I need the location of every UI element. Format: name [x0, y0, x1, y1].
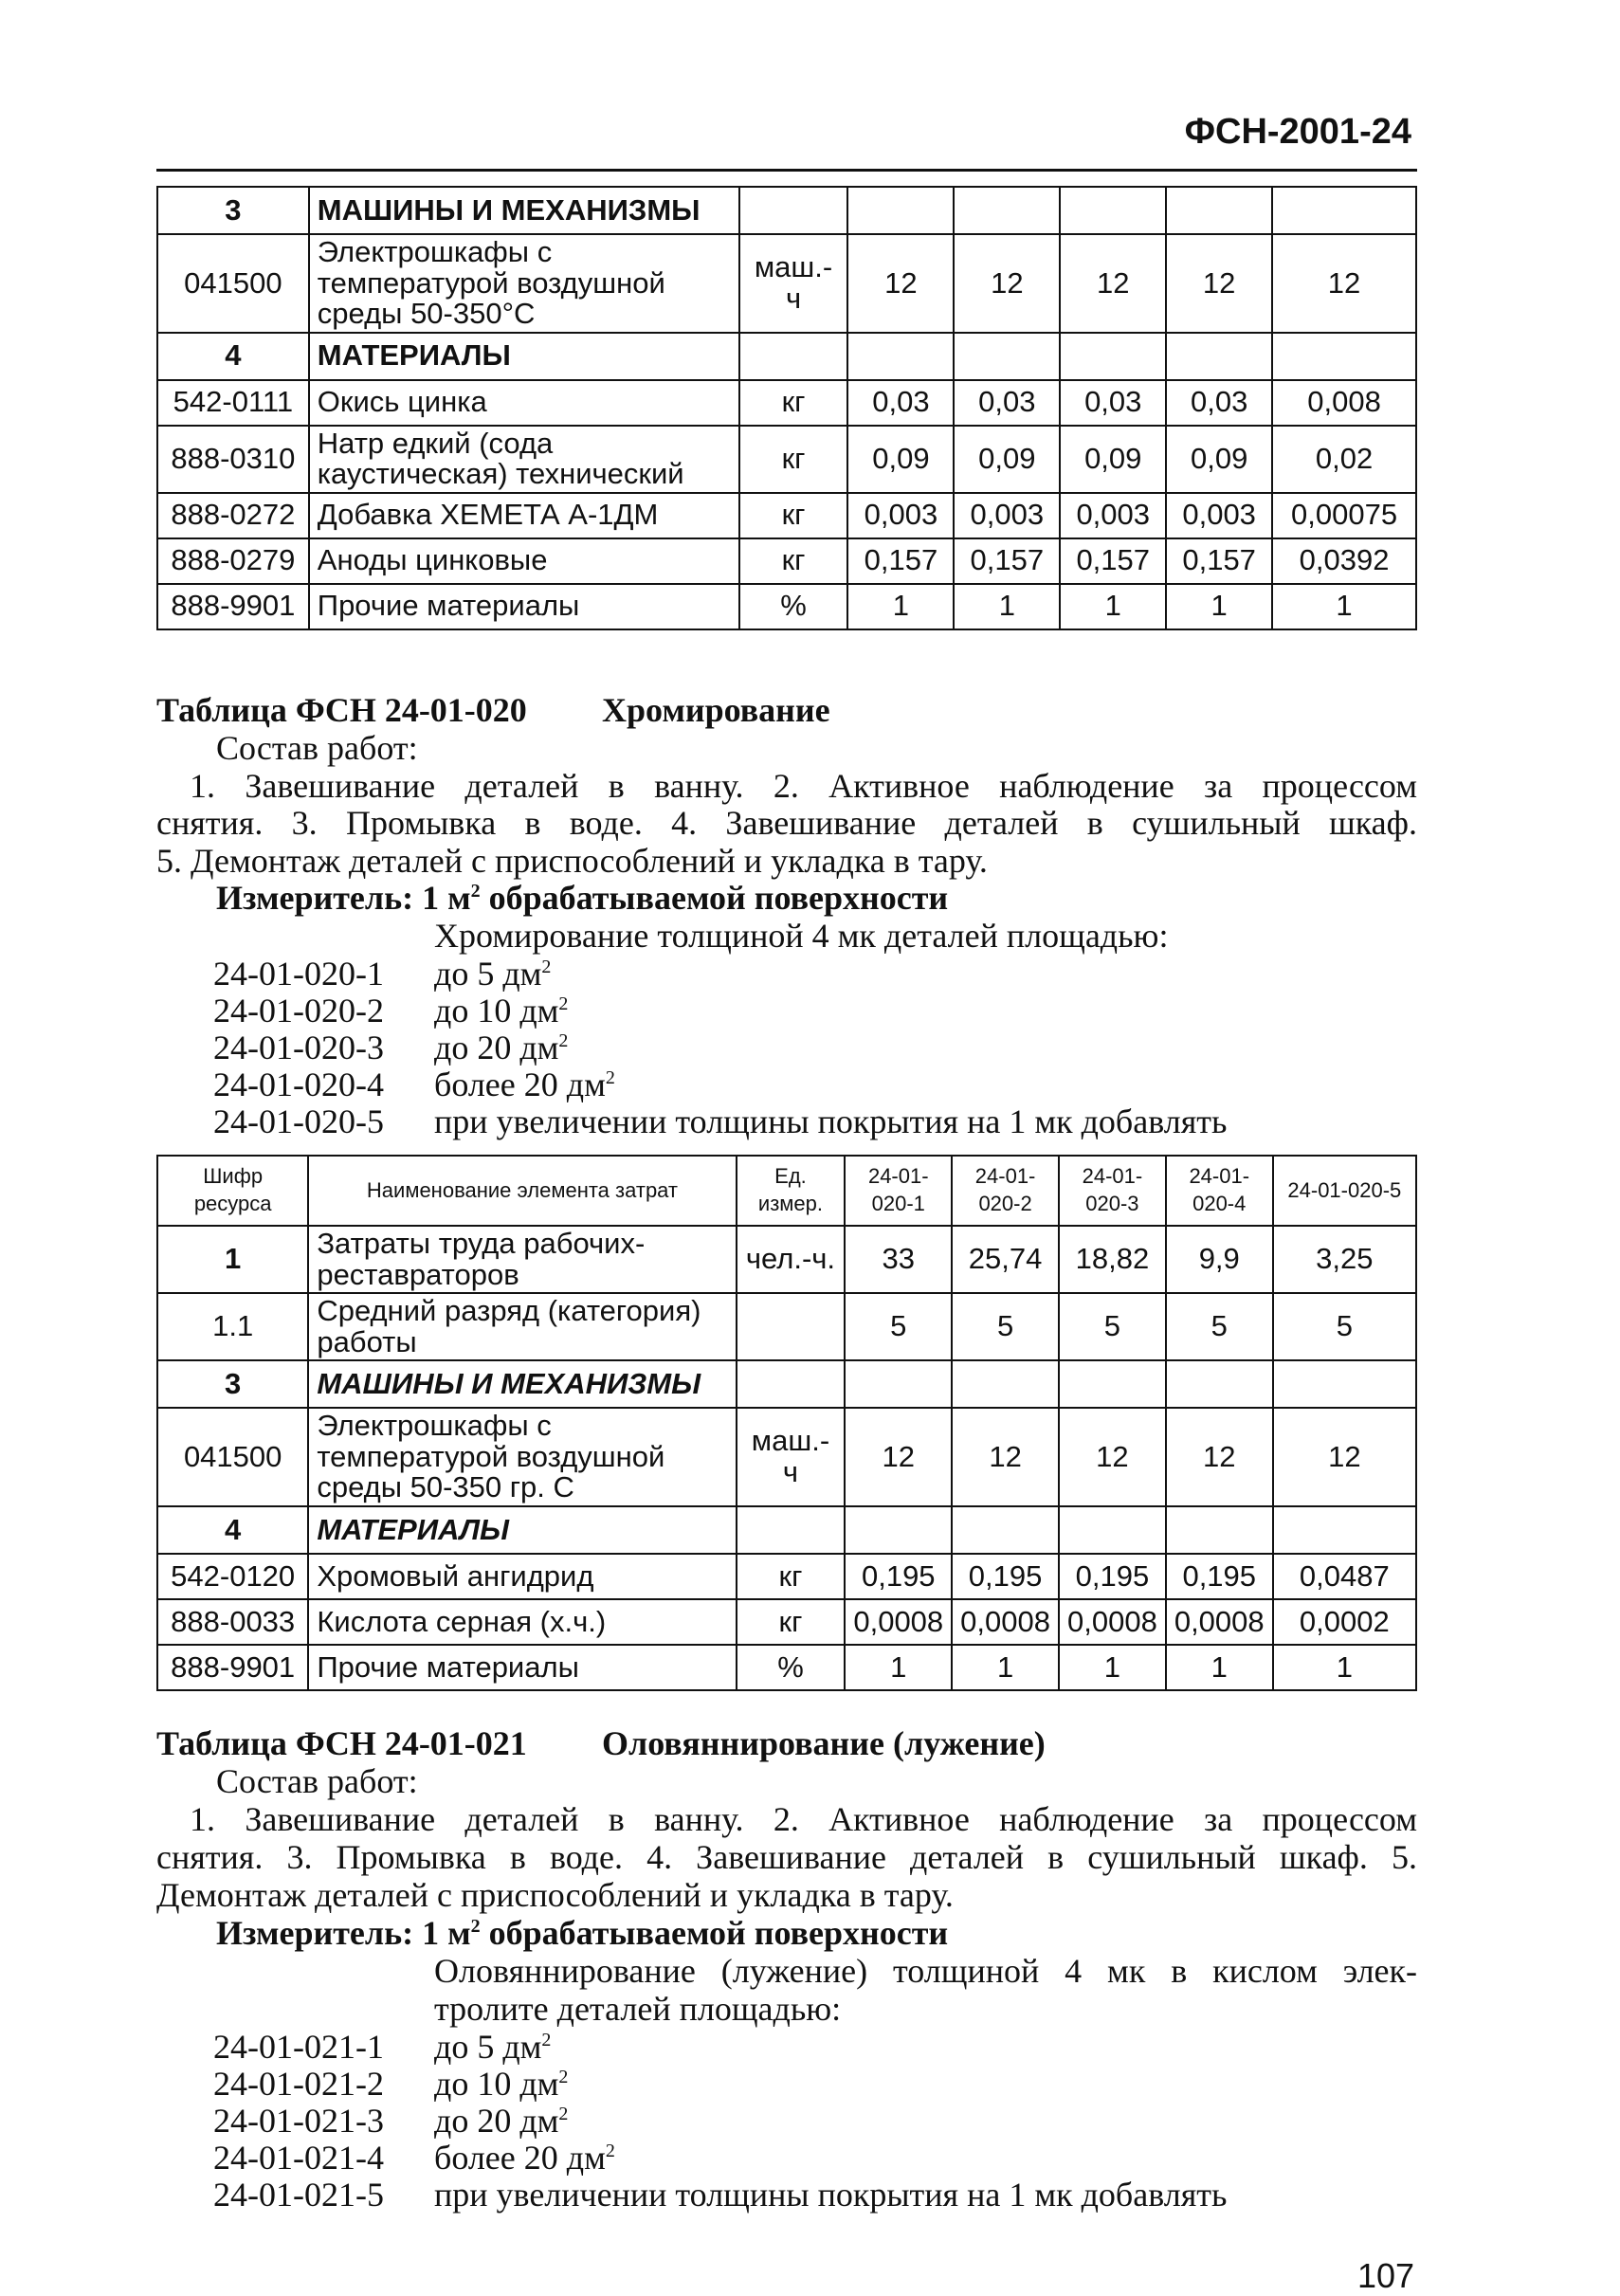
unit-cell: [737, 1293, 846, 1360]
value-cell: 12: [847, 234, 954, 333]
unit-superscript: 2: [605, 2141, 615, 2161]
meter-021: Измеритель: 1 $м^2$ обрабатываемой поверхности: [216, 1914, 949, 1952]
item-text: [434, 1065, 615, 1104]
value-cell: 0,195: [845, 1554, 952, 1599]
empty-cell: [847, 187, 954, 234]
resource-table-020: [156, 1155, 1417, 1691]
value-cell: 0,157: [1060, 538, 1166, 584]
table-row: [157, 1599, 1416, 1645]
item-text-label: при увеличении толщины покрытия на 1 мк добавлять: [434, 1102, 1228, 1140]
empty-cell: [1060, 333, 1166, 380]
unit-superscript: 2: [558, 993, 569, 1014]
document-code: ФСН-2001-24: [1184, 112, 1411, 152]
composition-line: 1. Завешивание деталей в ванну. 2. Активное наблюдение за процессом: [190, 767, 1417, 805]
column-header: 24-01-020-3: [1059, 1156, 1166, 1226]
resource-name: Добавка ХЕМЕТА А-1ДМ: [309, 493, 739, 538]
resource-code: 542-0111: [157, 380, 309, 426]
unit-cell: кг: [737, 1554, 846, 1599]
value-cell: 5: [1166, 1293, 1273, 1360]
section-row: [157, 1360, 1416, 1408]
value-cell: 1: [1059, 1645, 1166, 1690]
item-text: [434, 2027, 551, 2067]
section-name: МАТЕРИАЛЫ: [309, 333, 739, 380]
composition-line: 1. Завешивание деталей в ванну. 2. Активное наблюдение за процессом: [190, 1800, 1417, 1838]
empty-cell: [737, 1506, 846, 1554]
unit-cell: кг: [739, 493, 848, 538]
value-cell: 1: [954, 584, 1060, 629]
value-cell: 0,03: [1060, 380, 1166, 426]
item-text-label: до 10 дм: [434, 2065, 559, 2103]
section-row: [157, 187, 1416, 234]
resource-code: 4: [157, 333, 309, 380]
section-row: [157, 1506, 1416, 1554]
resource-code: 4: [157, 1506, 308, 1554]
item-text: [434, 1102, 1227, 1141]
item-text-label: до 20 дм: [434, 2102, 559, 2140]
value-cell: 0,0487: [1273, 1554, 1416, 1599]
value-cell: 0,03: [847, 380, 954, 426]
item-code: 24-01-020-5: [213, 1102, 384, 1140]
unit-cell: %: [739, 584, 848, 629]
intro-021: тролите деталей площадью:: [434, 1990, 842, 2028]
value-cell: 0,157: [954, 538, 1060, 584]
item-code: 24-01-020-2: [213, 992, 384, 1030]
intro-020: Хромирование толщиной 4 мк деталей площадью:: [434, 917, 1169, 955]
value-cell: 12: [954, 234, 1060, 333]
composition-line: 5. Демонтаж деталей с приспособлений и укладка в тару.: [156, 842, 988, 880]
empty-cell: [952, 1360, 1059, 1408]
empty-cell: [1166, 187, 1272, 234]
unit-cell: %: [737, 1645, 846, 1690]
empty-cell: [952, 1506, 1059, 1554]
value-cell: 1: [1060, 584, 1166, 629]
value-cell: 1: [952, 1645, 1059, 1690]
unit-superscript: 2: [605, 1067, 615, 1088]
value-cell: 0,195: [952, 1554, 1059, 1599]
column-header: Шифр ресурса: [157, 1156, 308, 1226]
value-cell: 9,9: [1166, 1226, 1273, 1293]
resource-table-continued: [156, 186, 1417, 630]
table-row: [157, 1645, 1416, 1690]
item-text: [434, 2175, 1227, 2214]
column-header: Наименование элемента затрат: [308, 1156, 736, 1226]
unit-cell: чел.-ч.: [737, 1226, 846, 1293]
value-cell: 0,00075: [1272, 493, 1416, 538]
resource-code: 041500: [157, 1408, 308, 1506]
unit-cell: маш.-ч: [737, 1408, 846, 1506]
item-text-label: до 5 дм: [434, 955, 542, 993]
value-cell: 5: [1273, 1293, 1416, 1360]
unit-superscript: 2: [541, 957, 552, 977]
value-cell: 0,195: [1059, 1554, 1166, 1599]
page-number: 107: [1357, 2256, 1415, 2295]
table-row: [157, 1554, 1416, 1599]
table-row: [157, 1293, 1416, 1360]
value-cell: 1: [845, 1645, 952, 1690]
unit-cell: кг: [737, 1599, 846, 1645]
value-cell: 0,0008: [952, 1599, 1059, 1645]
value-cell: 0,09: [1166, 426, 1272, 493]
column-header: 24-01-020-2: [952, 1156, 1059, 1226]
item-text: [434, 2064, 568, 2104]
resource-name: Электрошкафы с температурой воздушной среды 50-350°C: [309, 234, 739, 333]
resource-name: Окись цинка: [309, 380, 739, 426]
value-cell: 3,25: [1273, 1226, 1416, 1293]
composition-label-020: Состав работ:: [216, 729, 418, 767]
section-row: [157, 333, 1416, 380]
resource-code: 888-0272: [157, 493, 309, 538]
empty-cell: [1273, 1360, 1416, 1408]
meter-020: Измеритель: 1 $м^2$ обрабатываемой поверхности: [216, 879, 949, 917]
empty-cell: [1059, 1360, 1166, 1408]
resource-name: Прочие материалы: [308, 1645, 736, 1690]
composition-line: снятия. 3. Промывка в воде. 4. Завешивание деталей в сушильный шкаф.: [156, 804, 1417, 842]
value-cell: 12: [952, 1408, 1059, 1506]
item-text-label: до 5 дм: [434, 2028, 542, 2066]
value-cell: 1: [1272, 584, 1416, 629]
unit-cell: кг: [739, 426, 848, 493]
item-code: 24-01-021-5: [213, 2176, 384, 2214]
empty-cell: [737, 1360, 846, 1408]
unit-cell: кг: [739, 380, 848, 426]
table-row: [157, 493, 1416, 538]
value-cell: 1: [1166, 584, 1272, 629]
table-row: [157, 584, 1416, 629]
table-title-020: Хромирование: [602, 691, 830, 729]
unit-cell: кг: [739, 538, 848, 584]
value-cell: 25,74: [952, 1226, 1059, 1293]
value-cell: 1: [1273, 1645, 1416, 1690]
resource-name: Кислота серная (х.ч.): [308, 1599, 736, 1645]
empty-cell: [1060, 187, 1166, 234]
value-cell: 12: [1059, 1408, 1166, 1506]
value-cell: 0,003: [954, 493, 1060, 538]
item-text-label: более 20 дм: [434, 2139, 606, 2177]
value-cell: 0,003: [1166, 493, 1272, 538]
resource-code: 888-0279: [157, 538, 309, 584]
value-cell: 0,0392: [1272, 538, 1416, 584]
value-cell: 5: [1059, 1293, 1166, 1360]
value-cell: 0,09: [1060, 426, 1166, 493]
resource-name: Средний разряд (категория) работы: [308, 1293, 736, 1360]
section-name: МАШИНЫ И МЕХАНИЗМЫ: [309, 187, 739, 234]
resource-name: Хромовый ангидрид: [308, 1554, 736, 1599]
value-cell: 5: [845, 1293, 952, 1360]
empty-cell: [1059, 1506, 1166, 1554]
value-cell: 0,09: [954, 426, 1060, 493]
table-row: [157, 538, 1416, 584]
empty-cell: [1166, 1506, 1273, 1554]
composition-line: Демонтаж деталей с приспособлений и укладка в тару.: [156, 1876, 954, 1914]
empty-cell: [1272, 333, 1416, 380]
table-row: [157, 1226, 1416, 1293]
resource-code: 1.1: [157, 1293, 308, 1360]
table-row: [157, 1408, 1416, 1506]
value-cell: 1: [1166, 1645, 1273, 1690]
value-cell: 33: [845, 1226, 952, 1293]
value-cell: 0,02: [1272, 426, 1416, 493]
item-code: 24-01-021-2: [213, 2065, 384, 2103]
empty-cell: [845, 1506, 952, 1554]
column-header: 24-01-020-1: [845, 1156, 952, 1226]
resource-code: 041500: [157, 234, 309, 333]
value-cell: 0,0008: [1166, 1599, 1273, 1645]
empty-cell: [954, 187, 1060, 234]
value-cell: 12: [845, 1408, 952, 1506]
resource-name: Натр едкий (сода каустическая) технический: [309, 426, 739, 493]
resource-name: Прочие материалы: [309, 584, 739, 629]
column-header: 24-01-020-4: [1166, 1156, 1273, 1226]
empty-cell: [1166, 333, 1272, 380]
header-rule: [156, 169, 1417, 172]
item-text-label: до 20 дм: [434, 1029, 559, 1066]
value-cell: 0,0008: [845, 1599, 952, 1645]
resource-name: Затраты труда рабочих-реставраторов: [308, 1226, 736, 1293]
value-cell: 0,003: [1060, 493, 1166, 538]
value-cell: 0,008: [1272, 380, 1416, 426]
resource-code: 3: [157, 187, 309, 234]
unit-superscript: 2: [541, 2030, 552, 2050]
composition-line: снятия. 3. Промывка в воде. 4. Завешивание деталей в сушильный шкаф. 5.: [156, 1838, 1417, 1876]
resource-name: Электрошкафы с температурой воздушной среды 50-350 гр. С: [308, 1408, 736, 1506]
item-code: 24-01-020-1: [213, 955, 384, 993]
empty-cell: [1166, 1360, 1273, 1408]
table-label-021: Таблица ФСН 24-01-021: [156, 1724, 527, 1762]
table-row: [157, 234, 1416, 333]
item-text-label: до 10 дм: [434, 992, 559, 1030]
value-cell: 0,03: [954, 380, 1060, 426]
table-title-021: Оловяннирование (лужение): [602, 1724, 1046, 1762]
item-code: 24-01-021-1: [213, 2028, 384, 2066]
value-cell: 0,157: [1166, 538, 1272, 584]
resource-code: 888-9901: [157, 584, 309, 629]
empty-cell: [847, 333, 954, 380]
table-row: [157, 426, 1416, 493]
value-cell: 0,09: [847, 426, 954, 493]
value-cell: 0,0008: [1059, 1599, 1166, 1645]
value-cell: 12: [1166, 234, 1272, 333]
resource-code: 888-0033: [157, 1599, 308, 1645]
item-text: [434, 2138, 615, 2178]
item-text: [434, 954, 551, 993]
value-cell: 0,03: [1166, 380, 1272, 426]
empty-cell: [1273, 1506, 1416, 1554]
value-cell: 12: [1272, 234, 1416, 333]
value-cell: 12: [1166, 1408, 1273, 1506]
column-header: Ед. измер.: [737, 1156, 846, 1226]
resource-code: 888-9901: [157, 1645, 308, 1690]
unit-superscript: 2: [558, 2104, 569, 2124]
unit-superscript: 2: [558, 1030, 569, 1051]
value-cell: 0,0002: [1273, 1599, 1416, 1645]
section-name: МАТЕРИАЛЫ: [308, 1506, 736, 1554]
header-row: [157, 1156, 1416, 1226]
item-code: 24-01-021-4: [213, 2139, 384, 2177]
value-cell: 18,82: [1059, 1226, 1166, 1293]
empty-cell: [954, 333, 1060, 380]
item-text: [434, 991, 568, 1030]
value-cell: 5: [952, 1293, 1059, 1360]
item-text-label: при увеличении толщины покрытия на 1 мк добавлять: [434, 2176, 1228, 2214]
item-text-label: более 20 дм: [434, 1066, 606, 1103]
empty-cell: [845, 1360, 952, 1408]
empty-cell: [739, 187, 848, 234]
item-code: 24-01-020-4: [213, 1066, 384, 1103]
section-name: МАШИНЫ И МЕХАНИЗМЫ: [308, 1360, 736, 1408]
value-cell: 0,003: [847, 493, 954, 538]
empty-cell: [739, 333, 848, 380]
item-text: [434, 2101, 568, 2141]
empty-cell: [1272, 187, 1416, 234]
value-cell: 12: [1273, 1408, 1416, 1506]
value-cell: 12: [1060, 234, 1166, 333]
item-code: 24-01-021-3: [213, 2102, 384, 2140]
resource-name: Аноды цинковые: [309, 538, 739, 584]
resource-code: 1: [157, 1226, 308, 1293]
table-label-020: Таблица ФСН 24-01-020: [156, 691, 527, 729]
column-header: 24-01-020-5: [1273, 1156, 1416, 1226]
unit-cell: маш.-ч: [739, 234, 848, 333]
value-cell: 1: [847, 584, 954, 629]
item-code: 24-01-020-3: [213, 1029, 384, 1066]
table-row: [157, 380, 1416, 426]
item-text: [434, 1028, 568, 1067]
value-cell: 0,157: [847, 538, 954, 584]
intro-021: Оловяннирование (лужение) толщиной 4 мк в кислом элек-: [434, 1952, 1417, 1990]
resource-code: 542-0120: [157, 1554, 308, 1599]
value-cell: 0,195: [1166, 1554, 1273, 1599]
resource-code: 3: [157, 1360, 308, 1408]
composition-label-021: Состав работ:: [216, 1762, 418, 1800]
unit-superscript: 2: [558, 2067, 569, 2087]
resource-code: 888-0310: [157, 426, 309, 493]
